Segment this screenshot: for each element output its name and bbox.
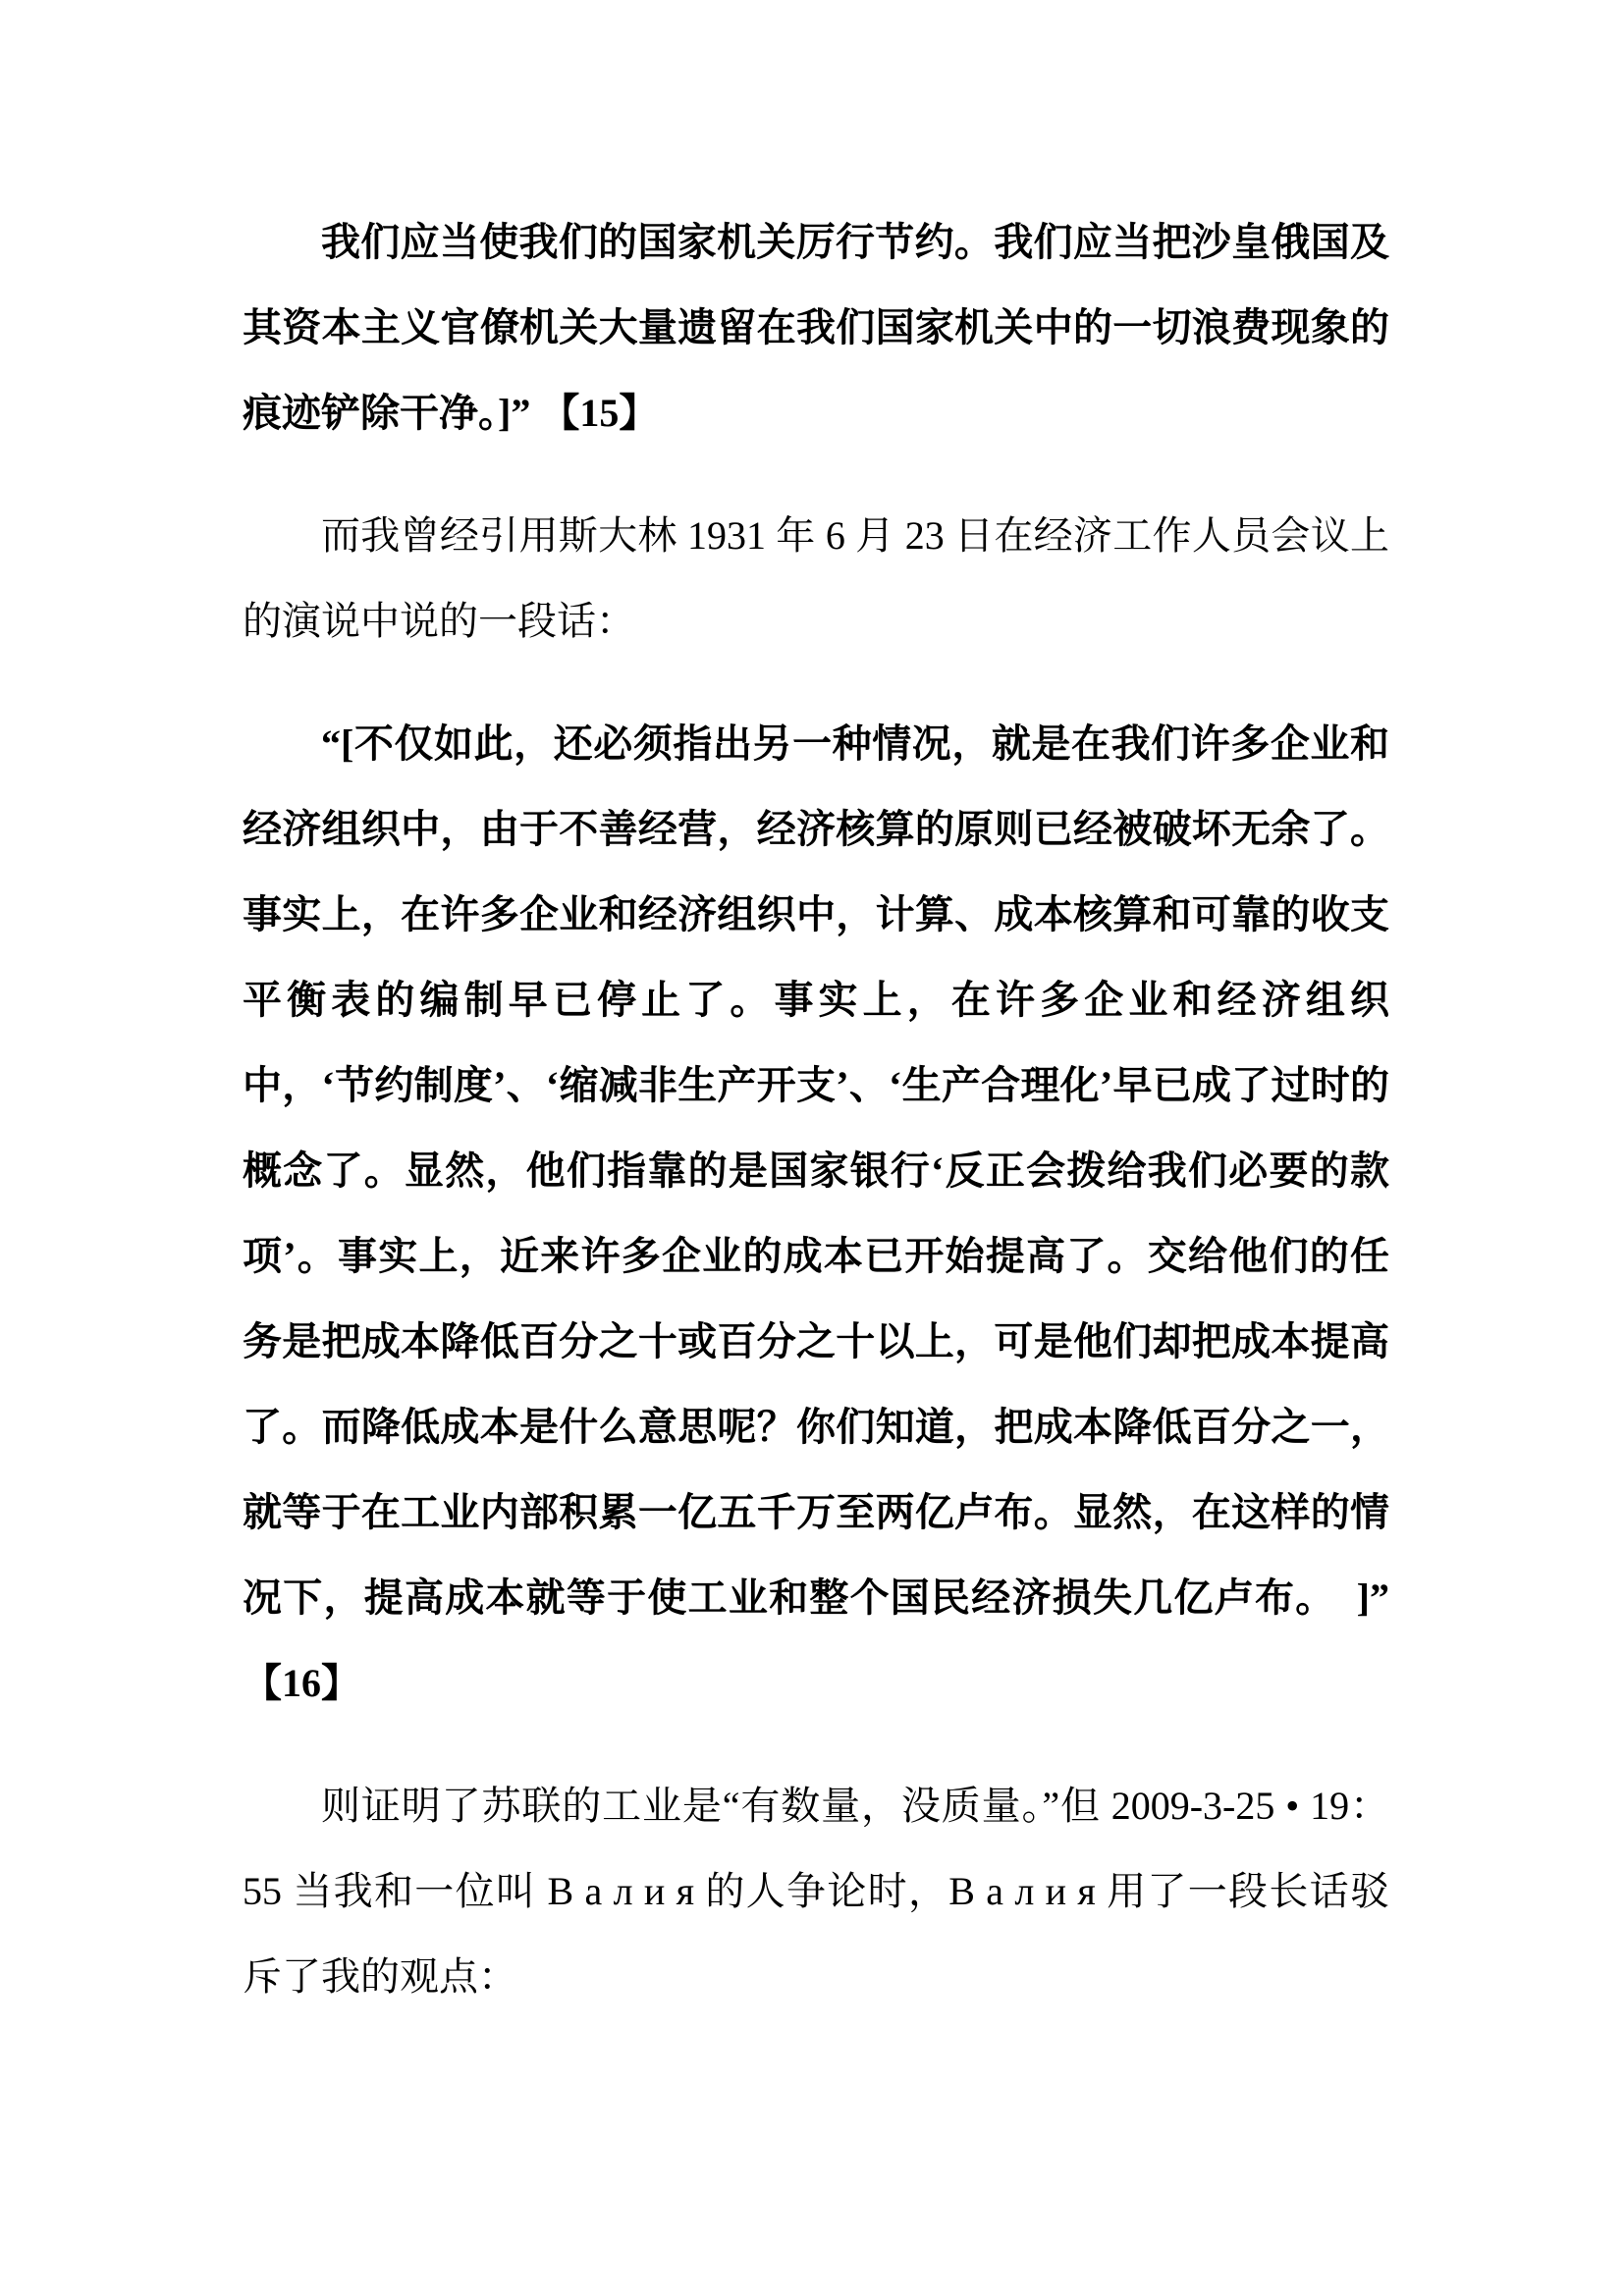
- paragraph-quote-16: “[不仅如此，还必须指出另一种情况，就是在我们许多企业和经济组织中，由于不善经营，经济核算的原则已经被破坏无余了。事实上，在许多企业和经济组织中，计算、成本核算和可靠的收支平衡表的编制早已停止了。事实上，在许多企业和经济组织中，‘节约制度’、‘缩减非生产开支’、‘生产合理化’早已成了过时的概念了。显然，他们指靠的是国家银行‘反正会拨给我们必要的款项’。事实上，近来许多企业的成本已开始提高了。交给他们的任务是把成本降低百分之十或百分之十以上，可是他们却把成本提高了。而降低成本是什么意思呢？你们知道，把成本降低百分之一，就等于在工业内部积累一亿五千万至两亿卢布。显然，在这样的情况下，提高成本就等于使工业和整个国民经济损失几亿卢布。 ]”【16】: [243, 721, 1389, 1705]
- paragraph-valiya-debate: 则证明了苏联的工业是“有数量，没质量。”但 2009-3-25 • 19：55 当我和一位叫 В а л и я 的人争论时，В а л и я 用了一段长话驳斥了我的观点：: [243, 1784, 1389, 1999]
- paragraph-quote-15: 我们应当使我们的国家机关厉行节约。我们应当把沙皇俄国及其资本主义官僚机关大量遗留在我们国家机关中的一切浪费现象的痕迹铲除干净。]” 【15】: [243, 220, 1389, 435]
- paragraph-intro-stalin-speech: 而我曾经引用斯大林 1931 年 6 月 23 日在经济工作人员会议上的演说中说的一段话：: [243, 513, 1389, 643]
